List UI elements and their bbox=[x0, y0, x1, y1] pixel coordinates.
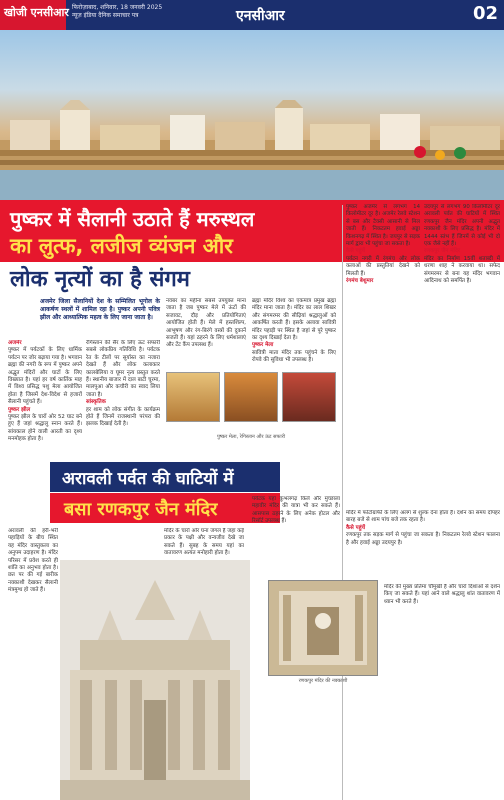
headline-2-line-2: बसा रणकपुर जैन मंदिर bbox=[64, 499, 218, 520]
right-column-5-text: रणकपुर तक सड़क मार्ग से पहुंचा जा सकता है। निकटतम रेलवे स्टेशन फालना है और हवाई अड्डा उदयपुर है। bbox=[346, 532, 500, 546]
section-title: एनसीआर bbox=[236, 8, 285, 24]
right-column-2 bbox=[424, 204, 500, 504]
article-2-column-5-text: मंदिर की मुख्य प्रतिमा चौमुखी है और चारों दिशाओं से दर्शन किए जा सकते हैं। यहां आने वाले श्रद्धालु शांत वातावरण में ध्यान भी करते हैं। bbox=[384, 584, 500, 605]
article-1-column-2-text: रेगिस्तान की सैर के लिए ऊंट सफारी सबसे लोकप्रिय गतिविधि है। पर्यटक रेत के टीलों पर सूर्यास्त का नजारा देखते हैं और लोक कलाकार कालबेलिया व घूमर नृत्य प्रस्तुत करते हैं। स्थानीय बाजार में दाल बाटी चूरमा, मालपुआ और कचौरी का स्वाद लिया जाता है। bbox=[86, 340, 160, 398]
article-2-column-3-text: पर्यटक यहां कुंभलगढ़ किले और मुच्छाला महावीर मंदिर की यात्रा भी कर सकते हैं। आसपास ठहरने के लिए अनेक होटल और रिसॉर्ट उपलब्ध हैं। bbox=[252, 496, 340, 525]
headline-2-line-1-box bbox=[50, 462, 280, 492]
article-1-column-2 bbox=[86, 340, 160, 458]
article-1-column-1 bbox=[8, 340, 82, 458]
page-number: 02 bbox=[472, 3, 498, 24]
headline-1-line-1: पुष्कर में सैलानी उठाते हैं मरुस्थल bbox=[10, 207, 255, 231]
subhead-cultural: सांस्कृतिक bbox=[86, 399, 106, 406]
subhead-how-to-reach: कैसे पहुंचें bbox=[346, 248, 366, 255]
temple-carving-illustration bbox=[269, 581, 377, 675]
subhead-ajmer: अजमेर bbox=[8, 340, 22, 346]
subhead-ranakpur: रणकपुर जैन मंदिर bbox=[424, 248, 460, 255]
hero-photo-pushkar bbox=[0, 30, 504, 200]
subhead-pushkar-lake: पुष्कर झील bbox=[8, 406, 31, 413]
column-divider bbox=[342, 205, 343, 800]
ranakpur-temple-photo bbox=[60, 560, 250, 800]
headline-1-line-2: का लुत्फ, लजीज व्यंजन और bbox=[10, 234, 233, 258]
article-2-column-2 bbox=[164, 528, 244, 558]
thumbnail-caption: पुष्कर मेला, रेगिस्तान और ऊंट सफारी bbox=[216, 434, 286, 440]
article-1-column-1b-text: पुष्कर झील के चारों ओर 52 घाट बने हुए हैं जहां श्रद्धालु स्नान करते हैं। सांयकाल होने वाली आरती का दृश्य मनमोहक होता है। bbox=[8, 414, 82, 443]
date-line-1: फिरोज़ाबाद, शनिवार, 18 जनवरी 2025 bbox=[72, 4, 163, 11]
temple-carving-inset-photo bbox=[268, 580, 378, 676]
article-1-column-4-text: ब्रह्मा मंदिर विश्व का एकमात्र प्रमुख ब्रह्मा मंदिर माना जाता है। मंदिर का लाल शिखर और संगमरमर की सीढ़ियां श्रद्धालुओं को आकर्षित करती हैं। इसके अलावा सावित्री मंदिर पहाड़ी पर स्थित है जहां से पूरे पुष्कर का दृश्य दिखाई देता है। bbox=[252, 298, 336, 342]
right-column-2-text: पर्यटन नगरी में रंगमंच और लोक कलाओं की प्रस्तुतियां देखने को मिलती हैं। bbox=[346, 255, 420, 277]
thumbnail-desert bbox=[166, 372, 220, 422]
right-column-1 bbox=[346, 204, 420, 504]
article-1-column-3 bbox=[166, 298, 246, 370]
article-1-column-2b-text: हर शाम को लोक संगीत के कार्यक्रम होते हैं जिनमें राजस्थानी परंपरा की झलक दिखाई देती है। bbox=[86, 406, 160, 428]
article-2-column-1-text: अरावली की हरी-भरी पहाड़ियों के बीच स्थित यह मंदिर वास्तुकला का अनुपम उदाहरण है। मंदिर परिसर में प्रवेश करते ही शांति का अनुभव होता है। छत पर की गई बारीक नक्काशी देखकर सैलानी मंत्रमुग्ध हो जाते हैं। bbox=[8, 528, 58, 594]
subhead-theatre: रंगमंच बेशुमार bbox=[346, 278, 374, 285]
article-2-column-3 bbox=[252, 496, 340, 578]
right-column-4-text: मंदिर का निर्माण 15वीं शताब्दी में धरणा शाह ने करवाया था। सफेद संगमरमर से बना यह मंदिर भगवान आदिनाथ को समर्पित है। bbox=[424, 255, 500, 285]
article-2-column-4-text: मंदिर में फोटोग्राफी के लिए अलग से शुल्क देना होता है। दर्शन का समय दोपहर बारह बजे से शाम पांच बजे तक रहता है। bbox=[346, 510, 500, 524]
ranakpur-temple-illustration bbox=[60, 560, 250, 800]
article-2-column-5 bbox=[384, 584, 500, 796]
article-2-column-2-text: मंदिर के चारों ओर घना जंगल है जहां कई प्रकार के पक्षी और वन्यजीव देखे जा सकते हैं। सुबह के समय यहां का वातावरण अत्यंत मनोहारी होता है। bbox=[164, 528, 244, 557]
headline-2-line-1: अरावली पर्वत की घाटियों में bbox=[62, 469, 234, 489]
article-2-column-4 bbox=[346, 510, 500, 580]
headline-1-line-3: लोक नृत्यों का है संगम bbox=[10, 267, 190, 292]
article-intro: अजमेर जिला सैलानियों देश के सम्मिलित भूगोल के आकर्षण स्थलों में शामिल रहा है। पुष्कर अपनी पवित्र झील और आध्यात्मिक महत्व के लिए जाना जाता है। bbox=[40, 298, 160, 321]
thumbnail-dance bbox=[282, 372, 336, 422]
thumbnail-camel bbox=[224, 372, 278, 422]
pushkar-ghats-illustration bbox=[0, 100, 504, 200]
subhead-how-to-reach-2: कैसे पहुंचें bbox=[346, 524, 366, 531]
page-header bbox=[0, 0, 504, 30]
right-column-3-text: उदयपुर से लगभग 90 किलोमीटर दूर अरावली पर्वत की घाटियों में स्थित रणकपुर जैन मंदिर अपनी अद्भुत नक्काशी के लिए प्रसिद्ध है। मंदिर में 1444 स्तंभ हैं जिनमें से कोई भी दो एक जैसे नहीं हैं। bbox=[424, 204, 500, 248]
article-2-column-1 bbox=[8, 528, 58, 796]
inset-caption: रणकपुर मंदिर की नक्काशी bbox=[298, 678, 348, 684]
article-1-column-4b-text: सावित्री माता मंदिर तक पहुंचने के लिए रोपवे की सुविधा भी उपलब्ध है। bbox=[252, 349, 336, 364]
headline-2-line-2-box bbox=[50, 493, 280, 523]
subhead-pushkar-fair: पुष्कर मेला bbox=[252, 342, 274, 349]
article-1-column-1-text: पुष्कर में पर्यटकों के लिए धार्मिक पर्यटन पर जोर बढ़ाया गया है। भगवान ब्रह्मा की नगरी के रूप में पुष्कर अपने अद्भुत मंदिरों और घाटों के लिए विख्यात है। यहां हर वर्ष कार्तिक माह में विश्व प्रसिद्ध पशु मेला आयोजित होता है जिसमें देश-विदेश से हजारों सैलानी पहुंचते हैं। bbox=[8, 347, 82, 406]
brand-logo-text: खोजी एनसीआर bbox=[4, 6, 69, 19]
article-1-column-4 bbox=[252, 298, 336, 370]
date-line-2: न्यूज़ इंडिया दैनिक समाचार पत्र bbox=[72, 12, 139, 19]
date-line bbox=[72, 4, 192, 20]
right-column-1-text: पुष्कर अजमेर से लगभग 14 किलोमीटर दूर है। अजमेर रेलवे स्टेशन से बस और टैक्सी आसानी से मिल जाती हैं। निकटतम हवाई अड्डा किशनगढ़ में स्थित है। जयपुर से सड़क मार्ग द्वारा भी पहुंचा जा सकता है। bbox=[346, 204, 420, 248]
article-1-column-3-text: नवंबर का महीना सबसे उपयुक्त माना जाता है जब पुष्कर मेले में ऊंटों की सजावट, दौड़ और प्रतियोगिताएं आयोजित होती हैं। मेले में हस्तशिल्प, आभूषण और रंग-बिरंगे वस्त्रों की दुकानें सजती हैं। यहां ठहरने के लिए धर्मशालाएं और टेंट कैंप उपलब्ध हैं। bbox=[166, 298, 246, 349]
